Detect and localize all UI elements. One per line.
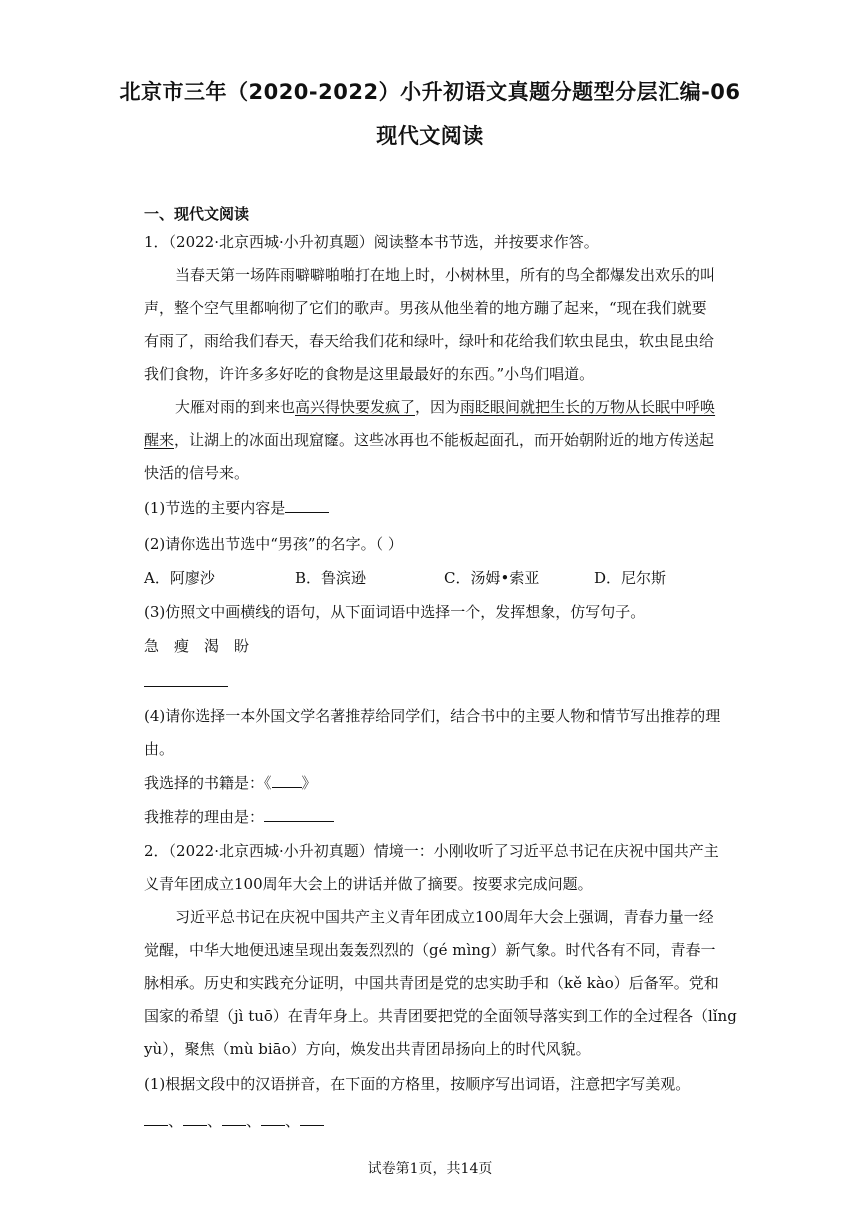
q2-header-line2: 义青年团成立100周年大会上的讲话并做了摘要。按要求完成问题。 (144, 875, 593, 893)
answer-blank[interactable] (300, 1124, 324, 1126)
page-title-line2: 现代文阅读 (376, 124, 484, 148)
q2-passage-line: 习近平总书记在庆祝中国共产主义青年团成立100周年大会上强调，青春力量一经 (175, 908, 714, 926)
reason-blank[interactable] (264, 820, 334, 822)
q1-subquestion-4-line1: (4)请你选择一本外国文学名著推荐给同学们，结合书中的主要人物和情节写出推荐的理 (144, 707, 721, 725)
q2-passage-line: 国家的希望（jì tuō）在青年身上。共青团要把党的全面领导落实到工作的全过程各（lǐng (144, 1007, 737, 1025)
answer-blank[interactable] (144, 1124, 168, 1126)
underlined-phrase: 醒来 (144, 431, 175, 449)
separator: 、 (207, 1112, 223, 1130)
answer-blank[interactable] (144, 686, 228, 687)
answer-blank[interactable] (285, 511, 329, 513)
reason-label: 我推荐的理由是： (144, 808, 265, 826)
q1-subquestion-4-line2: 由。 (144, 740, 175, 758)
passage-text: ，让湖上的冰面出现窟窿。这些冰再也不能板起面孔，而开始朝附近的地方传送起 (174, 431, 715, 449)
book-choice-label: 我选择的书籍是：《 (144, 774, 272, 792)
q2-passage-line: yù），聚焦（mù biāo）方向，焕发出共青团昂扬向上的时代风貌。 (144, 1040, 591, 1058)
separator: 、 (246, 1112, 262, 1130)
option-c[interactable]: C．汤姆•索亚 (444, 569, 540, 587)
q1-subquestion-3: (3)仿照文中画横线的语句，从下面词语中选择一个，发挥想象，仿写句子。 (144, 603, 646, 621)
pinyin-answer-blanks (144, 1110, 324, 1131)
underlined-phrase: 高兴得快要发疯了 (295, 398, 416, 416)
subquestion-text: (1)节选的主要内容是 (144, 499, 286, 517)
option-d[interactable]: D．尼尔斯 (594, 569, 667, 587)
answer-blank[interactable] (222, 1124, 246, 1126)
q1-passage-line: 有雨了，雨给我们春天，春天给我们花和绿叶，绿叶和花给我们软虫昆虫，软虫昆虫给 (144, 332, 715, 350)
separator: 、 (168, 1112, 184, 1130)
option-b[interactable]: B．鲁滨逊 (295, 569, 367, 587)
q1-passage2-line3: 快活的信号来。 (144, 464, 250, 482)
word-choices: 急 瘦 渴 盼 (144, 637, 250, 655)
page-title-line1: 北京市三年（2020-2022）小升初语文真题分题型分层汇编-06 (119, 80, 741, 104)
book-title-blank[interactable] (272, 786, 302, 788)
q2-passage-line: 脉相承。历史和实践充分证明，中国共青团是党的忠实助手和（kě kào）后备军。党和 (144, 974, 719, 992)
book-choice-line (144, 772, 317, 793)
q2-subquestion-1: (1)根据文段中的汉语拼音，在下面的方格里，按顺序写出词语，注意把字写美观。 (144, 1075, 691, 1093)
page-footer: 试卷第1页，共14页 (367, 1161, 493, 1177)
q1-passage2-line2 (144, 429, 714, 450)
q1-subquestion-1 (144, 497, 329, 518)
q1-subquestion-2: (2)请你选出节选中“男孩”的名字。（ ） (144, 535, 403, 553)
passage-text: ，因为 (415, 398, 461, 416)
q2-header-line1: 2．（2022·北京西城·小升初真题）情境一：小刚收听了习近平总书记在庆祝中国共产主 (144, 842, 719, 860)
q1-passage2-line1 (175, 396, 715, 417)
reason-line (144, 806, 334, 827)
q1-passage-line: 我们食物，许许多多好吃的食物是这里最最好的东西。”小鸟们唱道。 (144, 365, 595, 383)
book-choice-close: 》 (301, 774, 317, 792)
separator: 、 (285, 1112, 301, 1130)
underlined-phrase: 雨眨眼间就把生长的万物从长眠中呼唤 (460, 398, 716, 416)
q2-passage-line: 觉醒，中华大地便迅速呈现出轰轰烈烈的（gé mìng）新气象。时代各有不同，青春一 (144, 941, 716, 959)
q1-passage-line: 当春天第一场阵雨噼噼啪啪打在地上时，小树林里，所有的鸟全都爆发出欢乐的叫 (175, 266, 716, 284)
option-a[interactable]: A．阿廖沙 (144, 569, 215, 587)
q1-header: 1．（2022·北京西城·小升初真题）阅读整本书节选，并按要求作答。 (144, 233, 599, 251)
q1-passage-line: 声，整个空气里都响彻了它们的歌声。男孩从他坐着的地方蹦了起来，“现在我们就要 (144, 299, 707, 317)
answer-blank[interactable] (183, 1124, 207, 1126)
answer-blank[interactable] (261, 1124, 285, 1126)
passage-text: 大雁对雨的到来也 (175, 398, 296, 416)
section-heading: 一、现代文阅读 (144, 205, 250, 223)
